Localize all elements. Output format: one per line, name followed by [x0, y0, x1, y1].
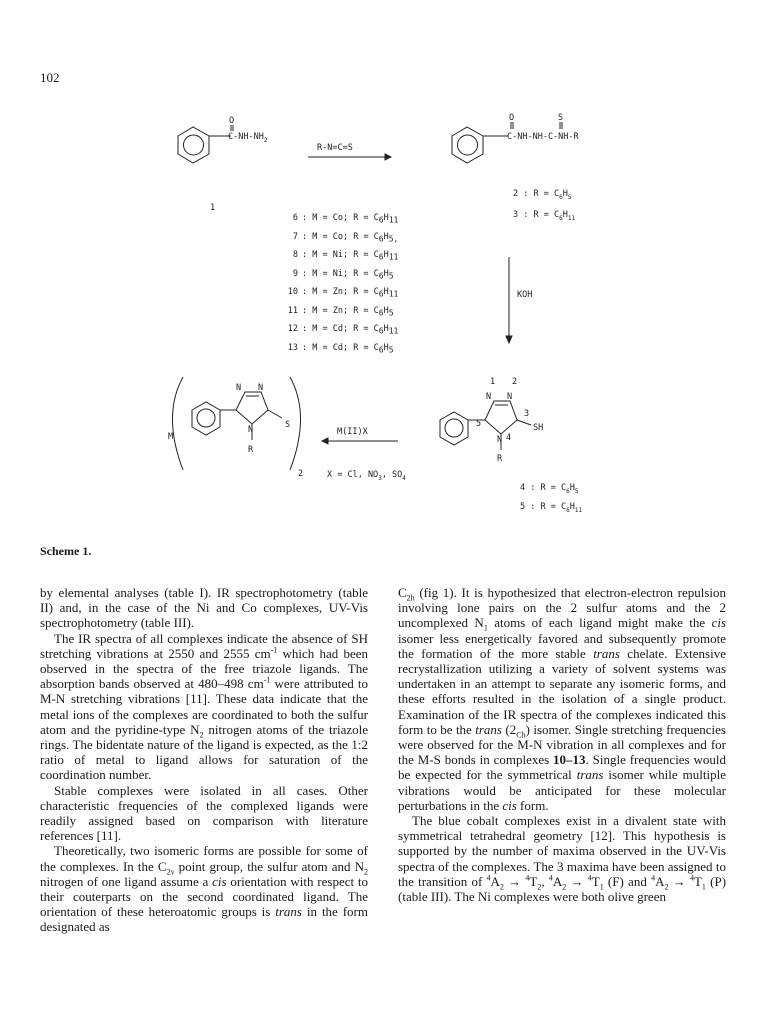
svg-text:2 : R = C6H5: 2 : $R = C_6H_5$ [513, 189, 572, 201]
complex-entry: 8 : M = Ni; $R = C_6H_{11}$ [292, 250, 399, 262]
benzhydrazide-structure [178, 125, 233, 163]
scheme-caption: Scheme 1. [40, 544, 92, 558]
reaction-arrow-1 [308, 154, 391, 160]
metal-salt-label: M(II)X [337, 427, 368, 437]
complex-n1-label: N [236, 383, 242, 393]
ring-position-4: 4 [506, 433, 512, 443]
koh-arrow [506, 257, 512, 343]
complex-entry: 12 : M = Cd; $R = C_6H_{11}$ [287, 324, 399, 336]
paragraph: The blue cobalt complexes exist in a divalent state with symmetrical tetrahedral geometry [12]. This hypothesis is supported by the number of maxima observed in the UV-Vis spectra of the complexes. The 3 maxima have been assigned to the transition of $^4A_2 \to ^4T_2$, $^4A_2 \to ^4T_1$ (F) and $^4A_2 \to ^4T_1$ (P) (table III). The Ni complexes were both olive green [398, 813, 727, 905]
paragraph: $C_{2h}$ (fig 1). It is hypothesized that electron-electron repulsion involving lone pairs on the 2 sulfur atoms and the 2 uncomplexed $N_1$ atoms of each ligand might make the cis isomer less energetically favored and subsequently promote the formation of the more stable trans chelate. Extensive recrystallization utilizing a variety of solvent systems was undertaken in an attempt to separate any isomeric forms, and these efforts resulted in the isolation of a single product. Examination of the IR spectra of the complexes indicated this form to be the trans $(2_{Ch})$ isomer. Single stretching frequencies were observed for the M-N vibration in all complexes and for the M-S bonds in complexes 10–13. Single frequencies would be expected for the symmetrical trans isomer while multiple vibrations would be anticipated for these molecular perturbations in the cis form. [398, 585, 727, 813]
ring-position-1: 1 [490, 377, 496, 387]
complexation-arrow [322, 438, 398, 444]
svg-text:3 : R = C6H11: 3 : $R = C_6H_{11}$ [513, 210, 576, 222]
paragraph: Theoretically, two isomeric forms are possible for some of the complexes. In the $C_{2v}$ point group, the sulfur atom and $N_2$ nitrogen of one ligand assume a cis orientation with respect to their couterparts on the second coordinated ligand. The orientation of these heteroatomic groups is trans in the form designated as [40, 843, 369, 935]
complex-n4-label: N [248, 425, 254, 435]
koh-label: KOH [517, 290, 533, 300]
complex-list [282, 209, 412, 357]
complex-entry: 11 : M = Zn; $R = C_6H_5$ [287, 305, 394, 318]
paragraph: by elemental analyses (table I). IR spectrophotometry (table II) and, in the case of the Ni and Co complexes, UV-Vis spectrophotometry (table III). [40, 585, 368, 631]
paragraph: The IR spectra of all complexes indicate the absence of SH stretching vibrations at 2550 and 2555 $cm^{-1}$ which had been observed in the spectra of the free triazole ligands. The absorption bands observed at 480–498 $cm^{-1}$ were attributed to M-N stretching vibrations [11]. These data indicate that the metal ions of the complexes are coordinated to both the sulfur atom and the pyridine-type $N_2$ nitrogen atoms of the triazole rings. The bidentate nature of the ligand is expected, as the 1:2 ratio of metal to ligand allows for saturation of the coordination number. [40, 630, 369, 783]
complex-entry: 13 : M = Cd; $R = C_6H_5$ [287, 342, 394, 355]
complex-n2-label: N [258, 383, 264, 393]
triazole-r-label: R [497, 454, 503, 464]
complex-entry: 6 : M = Co; $R = C_6H_{11}$ [292, 213, 399, 225]
svg-text:4 : R = C6H5: 4 : $R = C_6H_5$ [520, 483, 579, 495]
triazole-n4-label: N [497, 435, 503, 445]
triazole-n2-label: N [507, 392, 513, 402]
product-oxygen-label: O [509, 113, 515, 123]
compound-1-label: 1 [210, 203, 216, 213]
carbonyl-oxygen-label: O [229, 116, 235, 126]
ring-position-3: 3 [524, 409, 530, 419]
paragraph: Stable complexes were isolated in all cases. Other characteristic frequencies of the complexed ligands were readily assigned based on comparison with literature references [11]. [40, 782, 368, 844]
ring-position-2: 2 [512, 377, 518, 387]
ring-position-5: 5 [476, 419, 482, 429]
svg-text:5 : R = C6H11: 5 : $R = C_6H_{11}$ [520, 502, 583, 514]
product-sulfur-label: S [558, 113, 564, 123]
counterion-label: X = Cl, $NO_3$, $SO_4$ [327, 470, 406, 482]
complex-entry: 9 : M = Ni; $R = C_6H_5$ [292, 268, 394, 281]
triazole-n1-label: N [486, 392, 492, 402]
triazole-thiol-structure [440, 401, 531, 450]
complex-sulfur-label: S [285, 420, 291, 430]
complex-r-label: R [248, 445, 254, 455]
body-column-left [40, 585, 368, 935]
thiosemicarbazide-chain-label: C-NH-NH-C-NH-R [507, 132, 579, 142]
product-r-list [513, 189, 575, 222]
thiol-sh-label: SH [533, 423, 544, 433]
isothiocyanate-reagent-label: R-N=C=S [317, 143, 353, 153]
complex-entry: 7 : M = Co; $R = C_6H_{5,}$ [292, 231, 399, 244]
thiosemicarbazide-structure [452, 122, 562, 163]
page-number: 102 [40, 70, 60, 85]
stoichiometry-label: 2 [298, 469, 304, 479]
complex-metal-label: M [168, 432, 174, 442]
hydrazide-group-label: $C-NH-NH_2$ [228, 132, 268, 144]
triazole-r-list [520, 483, 582, 514]
complex-entry: 10 : M = Zn; $R = C_6H_{11}$ [287, 287, 399, 299]
body-column-right [398, 585, 726, 904]
